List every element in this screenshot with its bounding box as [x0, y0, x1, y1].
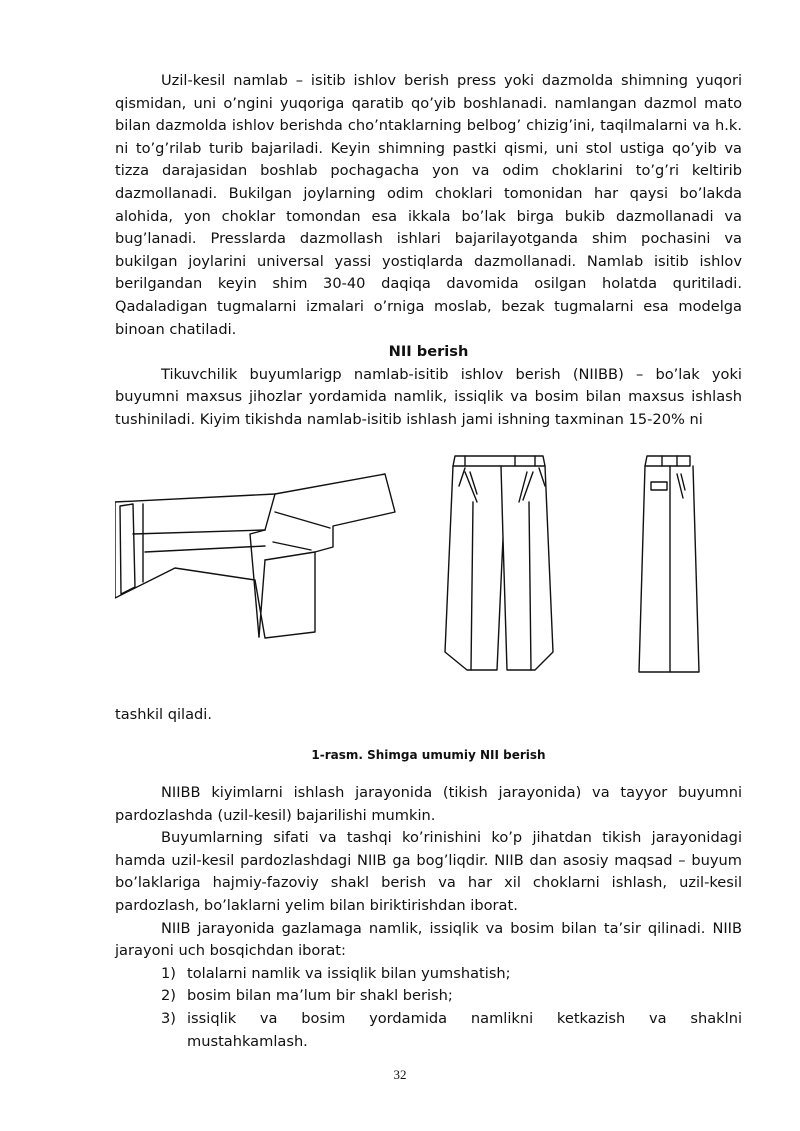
folded-trousers-drawing: [115, 474, 395, 638]
list-item: [115, 963, 742, 986]
list-item: [115, 985, 742, 1008]
stages-list: [115, 963, 742, 1053]
paragraph-final-pressing: Uzil-kesil namlab – isitib ishlov berish press yoki dazmolda shimning yuqori qismidan, uni o’ngini yuqoriga qaratib qo’yib boshlanadi. namlangan dazmol mato bilan dazmolda ishlov berishda cho’ntaklarning belbog’ chizig’ini, taqilmalarni va h.k. ni to’g’rilab turib bajariladi. Keyin shimning pastki qismi, uni stol ustiga qo’yib va tizza darajasidan boshlab pochagacha yon va odim choklarini to’g’ri keltirib dazmollanadi. Bukilgan joylarning odim choklari tomonidan har qaysi bo’lakda alohida, yon choklar tomondan esa ikkala bo’lak birga bukib dazmollanadi va bug’lanadi. Presslarda dazmollash ishlari bajarilayotganda shim pochasini va bukilgan joylarini universal yassi yostiqlarda dazmollanadi. Namlab isitib ishlov berilgandan keyin shim 30-40 daqiqa davomida osilgan holatda quritiladi. Qadaladigan tugmalarni izmalari o’rniga moslab, bezak tugmalarni esa modelga binoan chatiladi.: [115, 72, 742, 338]
list-text-continued: mustahkamlash.: [187, 1032, 308, 1050]
document-page: [115, 70, 742, 1053]
page-number: 32: [393, 1067, 407, 1082]
paragraph-quality: Buyumlarning sifati va tashqi ko’rinishini ko’p jihatdan tikish jarayonidagi hamda uzil-kesil pardozlashdagi NIIB ga bog’liqdir. NIIB dan asosiy maqsad – buyum bo’laklariga hajmiy-fazoviy shakl berish va har xil choklarni ishlash, uzil-kesil pardozlash, bo’laklarni yelim bilan biriktirishdan iborat.: [115, 829, 742, 915]
paragraph-process: NIIB jarayonida gazlamaga namlik, issiqlik va bosim bilan ta’sir qilinadi. NIIB jarayoni uch bosqichdan iborat:: [115, 919, 742, 960]
side-trousers-drawing: [639, 456, 699, 672]
paragraph-niibb-stages: NIIBB kiyimlarni ishlash jarayonida (tikish jarayonida) va tayyor buyumni pardozlashda (uzil-kesil) bajarilishi mumkin.: [115, 784, 742, 824]
list-item-continuation: [115, 1031, 742, 1054]
list-text: issiqlik va bosim yordamida namlikni ketkazish va shaklni: [187, 1010, 742, 1028]
figure-caption: 1-rasm. Shimga umumiy NII berish: [311, 748, 546, 763]
paragraph-niibb-definition: Tikuvchilik buyumlarigp namlab-isitib ishlov berish (NIIBB) – bo’lak yoki buyumni maxsus jihozlar yordamida namlik, issiqlik va bosim bilan maxsus ishlash tushiniladi. Kiyim tikishda namlab-isitib ishlash jami ishning taxminan 15-20% ni: [115, 365, 742, 428]
section-heading: NII berish: [388, 343, 469, 361]
trousers-figure: [115, 442, 742, 704]
list-item: [115, 1008, 742, 1031]
list-number: 2): [161, 987, 176, 1005]
list-text: tolalarni namlik va issiqlik bilan yumshatish;: [187, 964, 511, 982]
front-trousers-drawing: [445, 456, 553, 670]
list-number: 1): [161, 964, 176, 982]
list-text: bosim bilan ma’lum bir shakl berish;: [187, 987, 453, 1005]
paragraph-continued: tashkil qiladi.: [115, 705, 212, 723]
list-number: 3): [161, 1010, 176, 1028]
trousers-illustration: [115, 442, 742, 704]
